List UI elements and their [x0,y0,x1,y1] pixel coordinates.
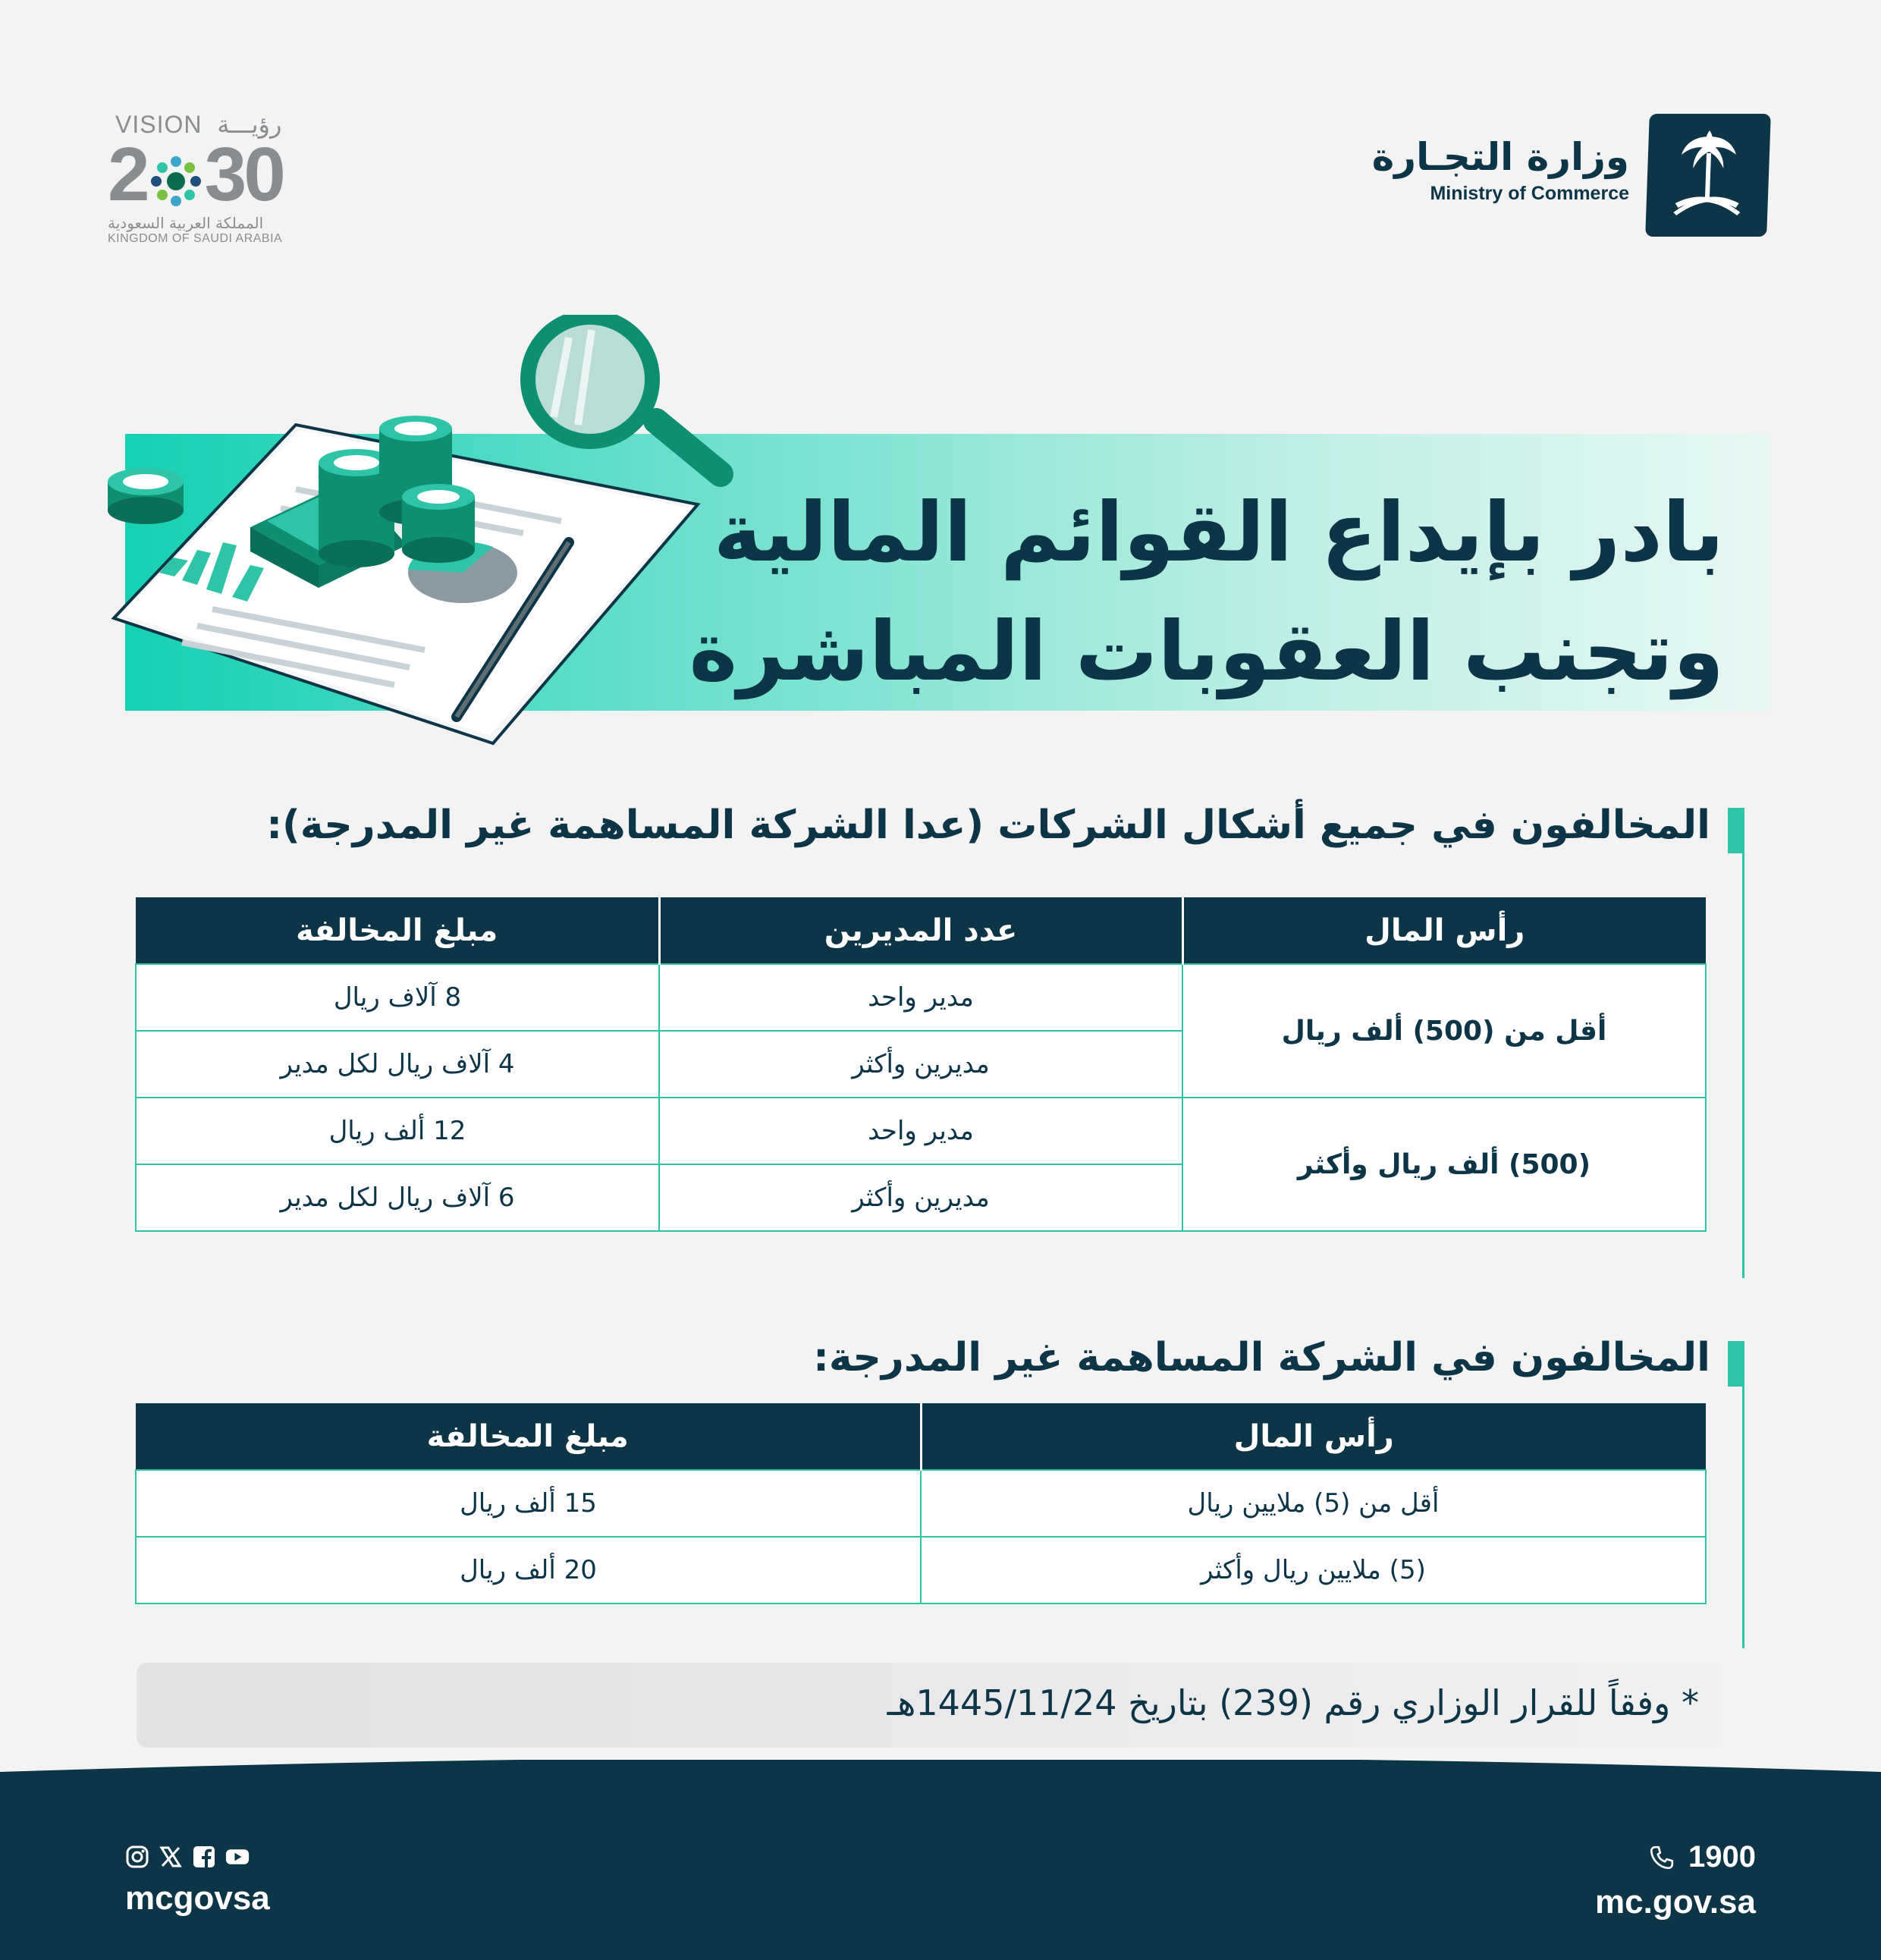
ministerial-decision-note: * وفقاً للقرار الوزاري رقم (239) بتاريخ 1445/11/24هـ [887,1682,1699,1723]
fines-table-all-companies [135,897,1707,1232]
hero-title-line-2: وتجنب العقوبات المباشرة [689,604,1724,699]
table-row [136,1470,1706,1537]
capital-cell: (500) ألف ريال وأكثر [1182,1098,1706,1231]
table-header-row [136,897,1706,964]
phone-number[interactable] [1595,1840,1756,1874]
ministry-of-commerce-logo [1305,114,1769,237]
facebook-icon[interactable] [192,1845,216,1869]
footer-social [125,1840,270,1918]
hero-title [662,474,1724,711]
phone-icon [1649,1845,1675,1870]
vision-label-arabic: رؤيـــة [217,111,282,138]
fine-cell: 8 آلاف ريال [136,964,659,1031]
youtube-icon[interactable] [225,1845,250,1869]
fine-cell: 6 آلاف ريال لكل مدير [136,1164,659,1231]
fine-cell: 15 ألف ريال [136,1470,921,1537]
managers-cell: مدير واحد [659,1098,1182,1164]
website-link[interactable]: mc.gov.sa [1595,1883,1756,1921]
ministry-name-english: Ministry of Commerce [1430,183,1629,204]
instagram-icon[interactable] [125,1845,149,1869]
fine-cell: 20 ألف ريال [136,1537,921,1603]
social-icons [125,1840,270,1874]
section-accent-bar [1728,1341,1744,1648]
vision-2030-logo [108,110,320,254]
vision-label: VISION [115,111,203,138]
column-header-managers: عدد المديرين [659,897,1182,964]
saudi-emblem-icon [1645,114,1771,237]
capital-cell: (5) ملايين ريال وأكثر [921,1537,1706,1603]
hero-title-line-1: بادر بإيداع القوائم المالية [713,485,1724,580]
column-header-fine: مبلغ المخالفة [136,897,659,964]
section-heading-unlisted-joint-stock: المخالفون في الشركة المساهمة غير المدرجة: [813,1335,1710,1380]
column-header-capital: رأس المال [1182,897,1706,964]
capital-cell: أقل من (500) ألف ريال [1182,964,1706,1098]
kingdom-name-arabic: المملكة العربية السعودية [108,214,264,232]
managers-cell: مديرين وأكثر [659,1031,1182,1098]
footer-contact [1595,1840,1756,1921]
fine-cell: 4 آلاف ريال لكل مدير [136,1031,659,1098]
vision-year-digits: 30 [204,132,283,217]
table-row [136,1098,1706,1164]
ministry-name-arabic: وزارة التجـارة [1371,135,1629,179]
table-row [136,1537,1706,1603]
fine-cell: 12 ألف ريال [136,1098,659,1164]
capital-cell: أقل من (5) ملايين ريال [921,1470,1706,1537]
vision-year [108,132,320,217]
table-header-row [136,1403,1706,1470]
x-icon[interactable] [159,1845,183,1869]
table-row [136,964,1706,1031]
column-header-capital: رأس المال [921,1403,1706,1470]
phone-number-text: 1900 [1688,1840,1756,1874]
vision-flower-icon [146,150,206,211]
column-header-fine: مبلغ المخالفة [136,1403,921,1470]
financial-documents-illustration [68,315,751,755]
managers-cell: مديرين وأكثر [659,1164,1182,1231]
fines-table-unlisted-joint-stock [135,1403,1707,1604]
kingdom-name-english: KINGDOM OF SAUDI ARABIA [108,232,283,245]
section-accent-bar [1728,808,1744,1278]
social-handle[interactable]: mcgovsa [125,1880,270,1917]
section-heading-all-companies: المخالفون في جميع أشكال الشركات (عدا الشركة المساهمة غير المدرجة): [266,803,1710,848]
vision-year-digit: 2 [108,132,147,217]
managers-cell: مدير واحد [659,964,1182,1031]
